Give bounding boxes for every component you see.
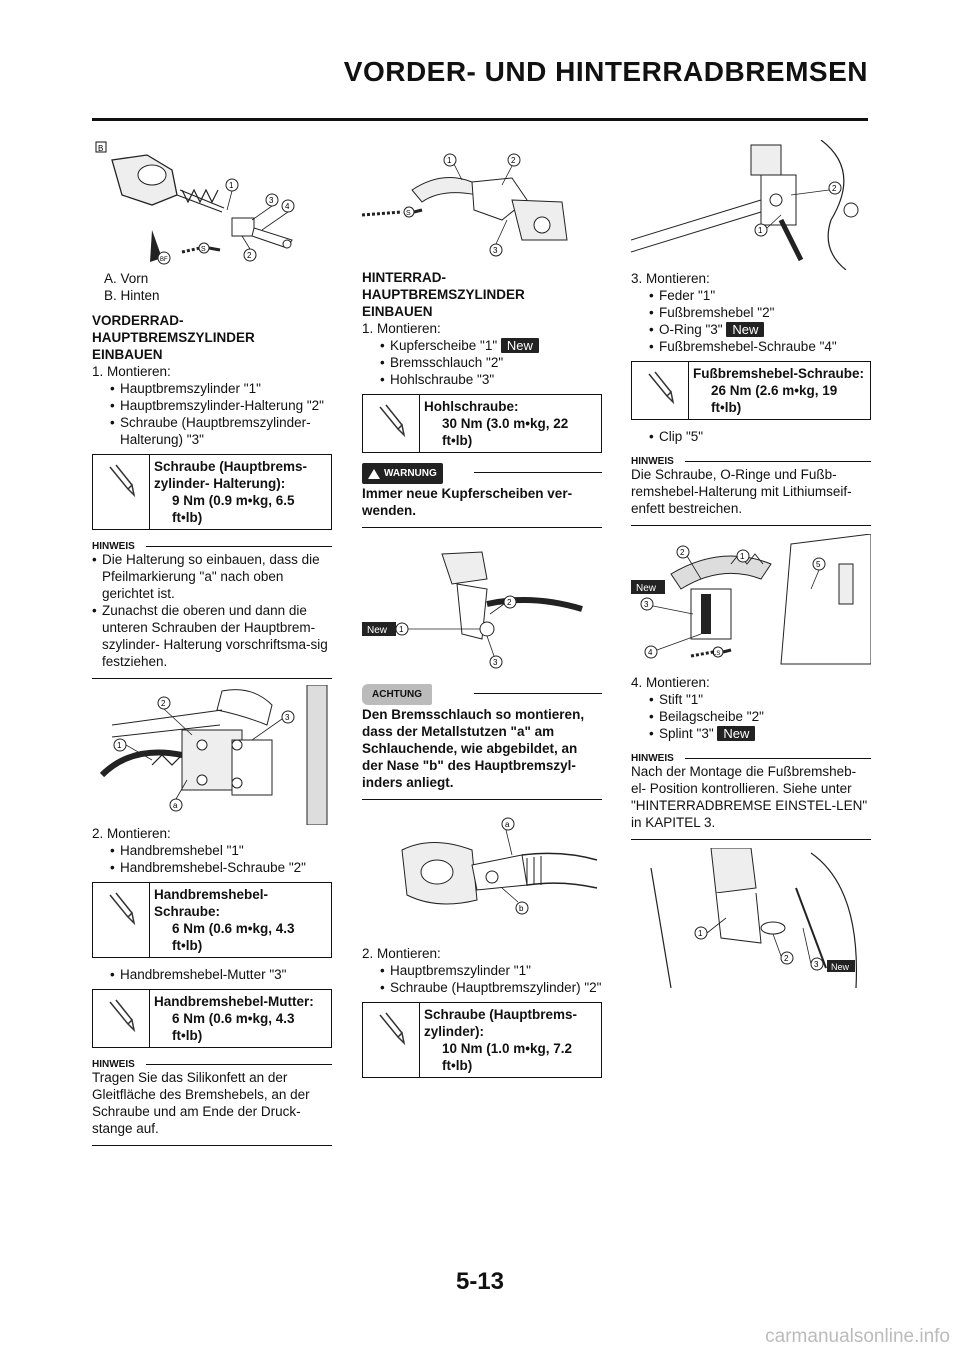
warning-triangle-icon (368, 469, 380, 479)
section-heading-rear: HINTERRAD- HAUPTBREMSZYLINDER EINBAUEN (362, 270, 525, 319)
spec-value: 9 Nm (0.9 m•kg, 6.5 ft•lb) (172, 493, 295, 525)
column-1 (92, 140, 332, 1146)
step-3-item-2: • Fußbremshebel "2" (631, 304, 871, 321)
step-1: 1. Montieren: (362, 321, 441, 336)
spec-box-cylinder-bolt (362, 1002, 602, 1078)
step-3-item-3: • O-Ring "3" New (631, 321, 871, 338)
watermark: carmanualsonline.info (765, 1326, 950, 1347)
callout-5f: 5 (816, 560, 821, 569)
spec-box-holder-bolt (92, 454, 332, 530)
torque-wrench-icon (93, 990, 150, 1047)
callout-1c: 1 (447, 156, 452, 165)
callout-1: 1 (229, 181, 234, 190)
figure-label-b: B (98, 144, 104, 153)
spec-value: 6 Nm (0.6 m•kg, 4.3 ft•lb) (172, 921, 295, 953)
callout-2c: 2 (511, 156, 516, 165)
callout-2f: 2 (680, 548, 685, 557)
callout-3g: 3 (814, 960, 819, 969)
column-2 (362, 140, 602, 1086)
step-1-item-3: • Hohlschraube "3" (362, 371, 602, 388)
spec-value: 6 Nm (0.6 m•kg, 4.3 ft•lb) (172, 1011, 295, 1043)
spec-box-lever-nut (92, 989, 332, 1048)
caution-label: ACHTUNG (362, 684, 432, 705)
spec-title: Schraube (Hauptbrems-zylinder- Halterung): (154, 459, 308, 491)
note-item-2: • Zunachst die oberen und dann die unteren Schrauben der Hauptbrem-szylinder- Halterung vorschriftsma-sig festziehen. (92, 602, 332, 670)
figure-front-master-cylinder-drawing (92, 140, 332, 270)
warning-text: Immer neue Kupferscheiben ver-wenden. (362, 486, 573, 518)
step-2-item-1: • Handbremshebel "1" (92, 842, 332, 859)
step-2-item-2: • Handbremshebel-Schraube "2" (92, 859, 332, 876)
torque-wrench-icon (363, 395, 420, 452)
figure-lever (362, 140, 602, 265)
callout-1b: 1 (117, 741, 122, 750)
legend-b: B. Hinten (104, 288, 160, 303)
note-text: Die Schraube, O-Ringe und Fußb-remshebel-Halterung mit Lithiumseif-enfett bestreichen. (631, 467, 852, 516)
callout-b: b (519, 904, 524, 913)
step-1-item-2: • Hauptbremszylinder-Halterung "2" (92, 397, 332, 414)
torque-wrench-icon (363, 1003, 420, 1077)
callout-2d: 2 (507, 598, 512, 607)
step-1-item-2: • Bremsschlauch "2" (362, 354, 602, 371)
note-end-rule (92, 1145, 332, 1146)
spec-title: Handbremshebel-Schraube: (154, 887, 269, 919)
callout-1f: 1 (740, 552, 745, 561)
callout-1g: 1 (698, 929, 703, 938)
note-end-rule (631, 839, 871, 840)
figure-label-bf: BF (160, 257, 168, 263)
new-badge: New (726, 322, 764, 337)
callout-4: 4 (285, 202, 290, 211)
step-2-item-2: • Schraube (Hauptbremszylinder) "2" (362, 979, 602, 996)
step-3-item-4: • Fußbremshebel-Schraube "4" (631, 338, 871, 355)
note-label: HINWEIS (631, 453, 871, 466)
spec-value: 26 Nm (2.6 m•kg, 19 ft•lb) (711, 383, 838, 415)
torque-wrench-icon (93, 455, 150, 529)
note-item-1: • Die Halterung so einbauen, dass die Pfeilmarkierung "a" nach oben gerichtet ist. (92, 551, 332, 602)
callout-2g: 2 (784, 954, 789, 963)
callout-3b: 3 (285, 713, 290, 722)
torque-wrench-icon (93, 883, 150, 957)
step-4: 4. Montieren: (631, 675, 710, 690)
callout-3c: 3 (493, 246, 498, 255)
callout-2b: 2 (161, 699, 166, 708)
callout-4f: 4 (648, 648, 653, 657)
legend-a: A. Vorn (104, 271, 149, 286)
section-heading-front: VORDERRAD- HAUPTBREMSZYLINDER EINBAUEN (92, 313, 255, 362)
callout-2e: 2 (832, 184, 837, 193)
page-number: 5-13 (455, 1268, 505, 1295)
figure-hose-fitting (362, 810, 602, 945)
spec-box-lever-bolt (92, 882, 332, 958)
step-3-item-5: • Clip "5" (631, 428, 871, 445)
warning-end-rule (362, 527, 602, 528)
step-2-item-3: • Handbremshebel-Mutter "3" (92, 966, 332, 983)
spec-title: Schraube (Hauptbrems-zylinder): (424, 1007, 578, 1039)
spec-title: Fußbremshebel-Schraube: (693, 366, 865, 381)
callout-ab: a (173, 801, 178, 810)
warning-header (362, 463, 602, 481)
figure-cotter-pin (631, 848, 871, 988)
note-text: Nach der Montage die Fußbremsheb-el- Position kontrollieren. Siehe unter "HINTERRADBREMSE EINSTEL-LEN" in KAPITEL 3. (631, 764, 868, 830)
note-text: Tragen Sie das Silikonfett an der Gleitfläche des Bremshebels, an der Schraube und am Ende der Druck-stange auf. (92, 1070, 310, 1136)
note-label: HINWEIS (92, 538, 332, 551)
title-rule (92, 118, 868, 121)
new-badge: New (717, 726, 755, 741)
callout-3d: 3 (493, 658, 498, 667)
figure-label-s: S (406, 210, 411, 217)
step-3: 3. Montieren: (631, 271, 710, 286)
figure-label-ls: LS (713, 651, 721, 657)
column-3 (631, 140, 871, 988)
warning-label: WARNUNG (362, 463, 443, 484)
figure-pedal-assembly (631, 534, 871, 674)
step-1-item-1: • Hauptbremszylinder "1" (92, 380, 332, 397)
spec-title: Handbremshebel-Mutter: (154, 994, 314, 1009)
figure-new-label-2: New (636, 583, 657, 594)
note-label: HINWEIS (631, 750, 871, 763)
figure-new-label: New (367, 625, 388, 636)
note-end-rule (631, 525, 871, 526)
figure-label-s: S (201, 246, 206, 253)
figure-new-label-3: New (831, 962, 850, 972)
step-2: 2. Montieren: (362, 946, 441, 961)
callout-3: 3 (269, 196, 274, 205)
figure-holder-install (92, 685, 332, 825)
spec-value: 10 Nm (1.0 m•kg, 7.2 ft•lb) (442, 1041, 573, 1073)
spec-value: 30 Nm (3.0 m•kg, 22 ft•lb) (442, 416, 569, 448)
spec-title: Hohlschraube: (424, 399, 519, 414)
step-2-item-1: • Hauptbremszylinder "1" (362, 962, 602, 979)
step-4-item-2: • Beilagscheibe "2" (631, 708, 871, 725)
note-end-rule (92, 678, 332, 679)
callout-a: a (505, 820, 510, 829)
caution-text: Den Bremsschlauch so montieren, dass der Metallstutzen "a" am Schlauchende, wie abgebildet, an der Nase "b" des Hauptbremszyl-inders anliegt. (362, 707, 585, 790)
step-3-item-1: • Feder "1" (631, 287, 871, 304)
figure-brake-pedal (631, 140, 871, 270)
callout-1d: 1 (399, 625, 404, 634)
figure-front-master-cylinder (92, 140, 332, 270)
step-1: 1. Montieren: (92, 364, 171, 379)
step-4-item-3: • Splint "3" New (631, 725, 871, 742)
callout-1e: 1 (758, 226, 763, 235)
caution-end-rule (362, 799, 602, 800)
new-badge: New (501, 338, 539, 353)
step-4-item-1: • Stift "1" (631, 691, 871, 708)
step-2: 2. Montieren: (92, 826, 171, 841)
caution-header (362, 684, 602, 702)
spec-box-union-bolt (362, 394, 602, 453)
torque-wrench-icon (632, 362, 689, 419)
figure-rear-hose (362, 534, 602, 674)
step-1-item-3: • Schraube (Hauptbremszylinder-Halterung) "3" (92, 414, 332, 448)
callout-2: 2 (247, 251, 252, 260)
step-1-item-1: • Kupferscheibe "1" New (362, 337, 602, 354)
note-label: HINWEIS (92, 1056, 332, 1069)
page-title: VORDER- UND HINTERRADBREMSEN (343, 56, 868, 87)
callout-3f: 3 (644, 600, 649, 609)
spec-box-pedal-bolt (631, 361, 871, 420)
